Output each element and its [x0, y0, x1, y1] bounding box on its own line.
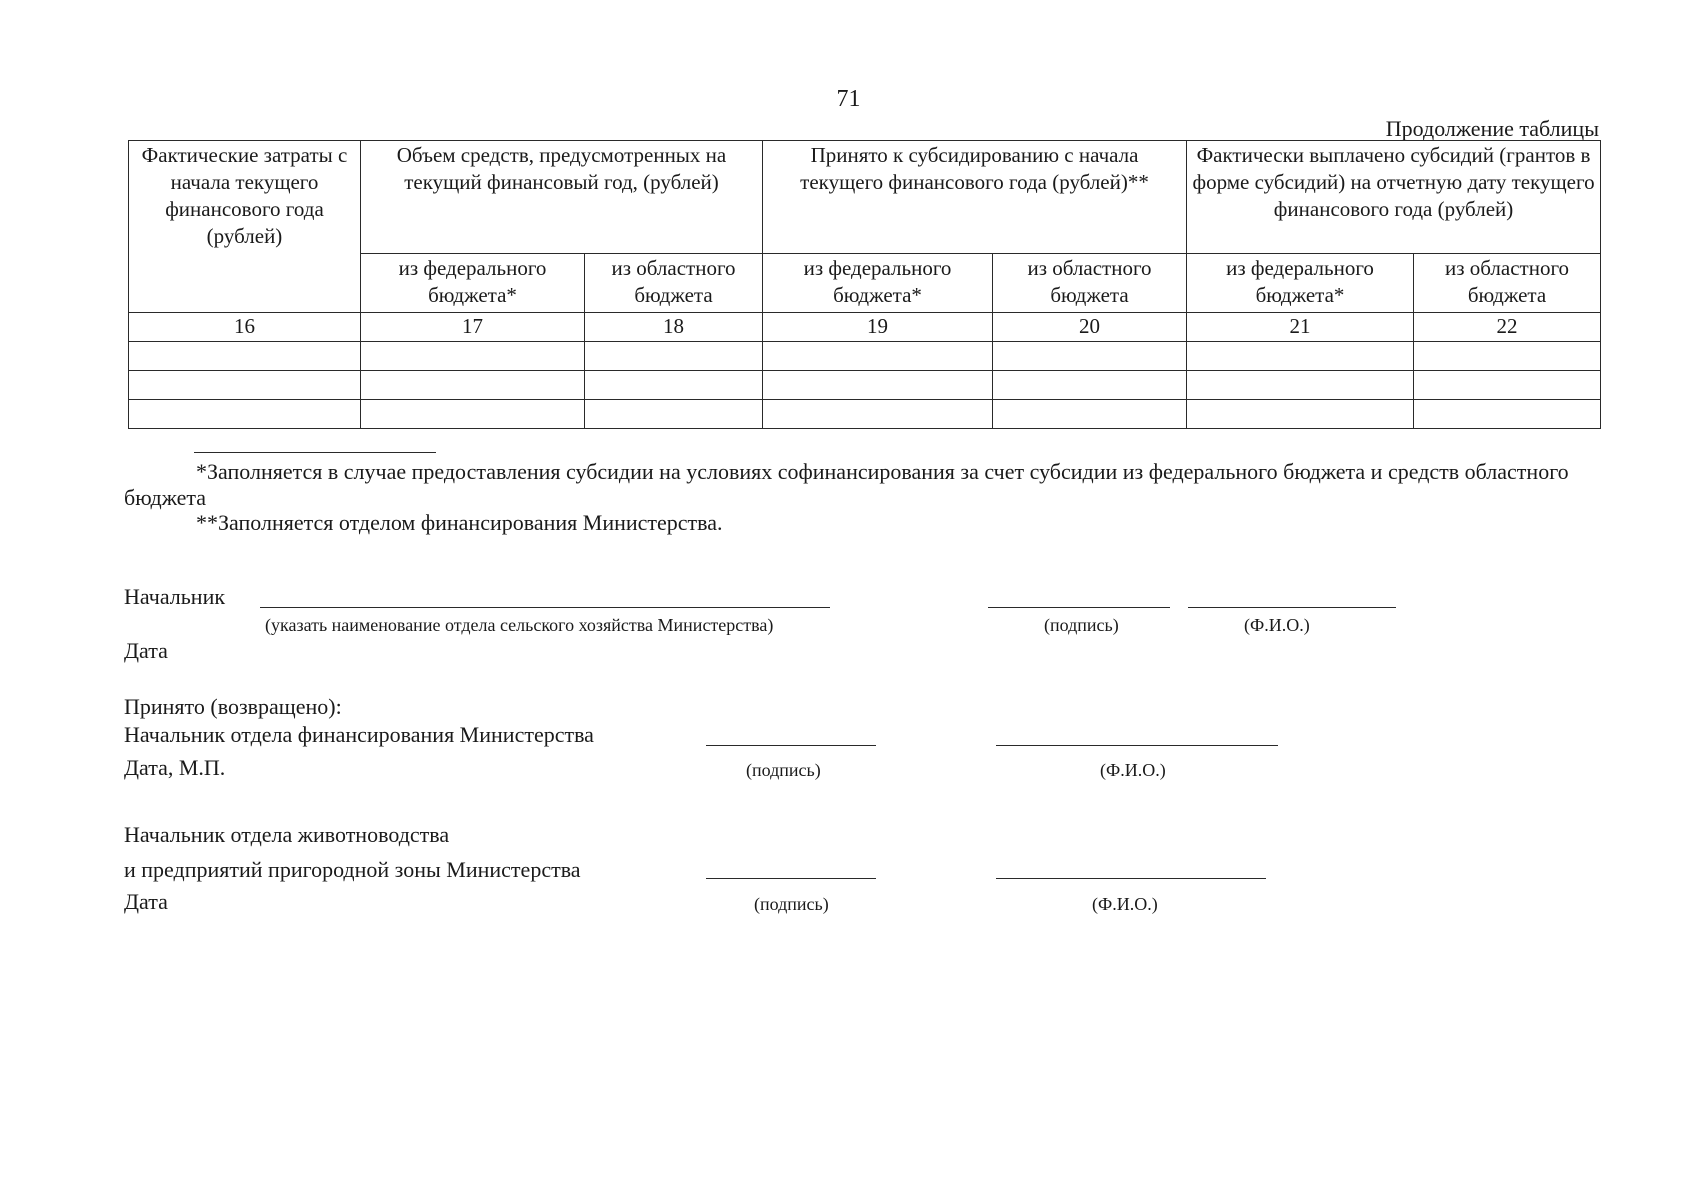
sign3-name-line[interactable] [996, 878, 1266, 879]
sign2-signature-line[interactable] [706, 745, 876, 746]
header-planned-funds: Объем средств, предусмотренных на текущий финансовый год, (рублей) [361, 141, 763, 254]
table-cell [585, 400, 763, 429]
table-cell [993, 371, 1187, 400]
subsidy-table [128, 140, 1601, 429]
table-cell [763, 371, 993, 400]
table-cell [361, 342, 585, 371]
table-cell [1187, 342, 1414, 371]
sign3-signature-hint: (подпись) [754, 894, 829, 914]
table-cell [361, 400, 585, 429]
subheader-federal: из федерального бюджета* [361, 254, 585, 313]
sign2-name-line[interactable] [996, 745, 1278, 746]
table-cell [585, 371, 763, 400]
table-cell [763, 400, 993, 429]
sign2-name-hint: (Ф.И.О.) [1100, 760, 1166, 780]
sign2-date-label: Дата, М.П. [124, 755, 226, 780]
table-cell [361, 371, 585, 400]
table-continuation-label: Продолжение таблицы [1385, 116, 1599, 141]
header-paid-subsidies: Фактически выплачено субсидий (грантов в форме субсидий) на отчетную дату текущего финансового года (рублей) [1187, 141, 1601, 254]
subheader-regional: из областного бюджета [585, 254, 763, 313]
sign1-name-line[interactable] [1188, 607, 1396, 608]
table-row [129, 400, 1601, 429]
subheader-federal: из федерального бюджета* [763, 254, 993, 313]
header-accepted-subsidies: Принято к субсидированию с начала текущего финансового года (рублей)** [763, 141, 1187, 254]
table-row [129, 342, 1601, 371]
footnote-cofinancing: *Заполняется в случае предоставления субсидии на условиях софинансирования за счет субсидии из федерального бюджета и средств областного бюджета [124, 459, 1569, 510]
column-number: 22 [1414, 313, 1601, 342]
table-cell [1187, 400, 1414, 429]
table-cell [129, 400, 361, 429]
column-number: 19 [763, 313, 993, 342]
subheader-federal: из федерального бюджета* [1187, 254, 1414, 313]
sign1-department-hint: (указать наименование отдела сельского хозяйства Министерства) [265, 615, 774, 635]
sign2-accepted-label: Принято (возвращено): [124, 694, 342, 719]
sign3-date-label: Дата [124, 889, 168, 914]
sign3-head-label-line1: Начальник отдела животноводства [124, 822, 450, 847]
table-cell [585, 342, 763, 371]
sign2-head-label: Начальник отдела финансирования Министерства [124, 722, 594, 747]
table-cell [129, 342, 361, 371]
column-number: 20 [993, 313, 1187, 342]
table-cell [763, 342, 993, 371]
sign1-signature-hint: (подпись) [1044, 615, 1119, 635]
column-number: 21 [1187, 313, 1414, 342]
subheader-regional: из областного бюджета [993, 254, 1187, 313]
sign1-date-label: Дата [124, 638, 168, 663]
sign3-head-label-line2: и предприятий пригородной зоны Министерства [124, 857, 581, 882]
table-cell [1414, 371, 1601, 400]
footnote-finance-department: **Заполняется отделом финансирования Министерства. [196, 510, 723, 535]
sign1-name-hint: (Ф.И.О.) [1244, 615, 1310, 635]
page-number: 71 [836, 86, 861, 112]
sign2-signature-hint: (подпись) [746, 760, 821, 780]
table-row [129, 371, 1601, 400]
sign1-signature-line[interactable] [988, 607, 1170, 608]
column-number-row [129, 313, 1601, 342]
column-number: 17 [361, 313, 585, 342]
table-cell [1414, 400, 1601, 429]
sign3-name-hint: (Ф.И.О.) [1092, 894, 1158, 914]
table-cell [1414, 342, 1601, 371]
header-actual-costs: Фактические затраты с начала текущего финансового года (рублей) [129, 141, 361, 313]
subheader-regional: из областного бюджета [1414, 254, 1601, 313]
table-cell [993, 342, 1187, 371]
footnote-divider [194, 452, 436, 453]
sign1-department-line[interactable] [260, 607, 830, 608]
column-number: 16 [129, 313, 361, 342]
table-cell [129, 371, 361, 400]
sign1-head-label: Начальник [124, 584, 226, 609]
sign3-signature-line[interactable] [706, 878, 876, 879]
table-cell [1187, 371, 1414, 400]
column-number: 18 [585, 313, 763, 342]
table-cell [993, 400, 1187, 429]
